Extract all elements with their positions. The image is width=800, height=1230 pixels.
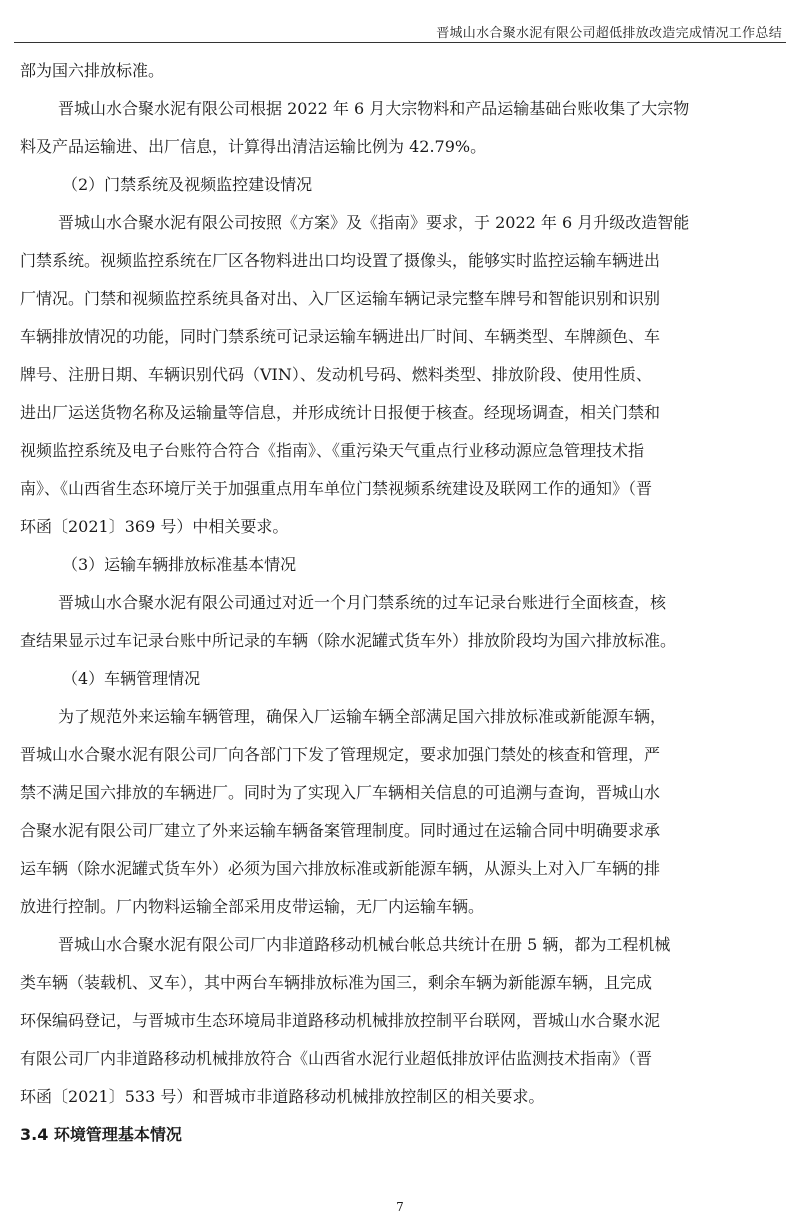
text-line: 部为国六排放标准。	[20, 61, 165, 80]
text-line: 环函〔2021〕369 号）中相关要求。	[20, 517, 289, 536]
document-body	[20, 52, 780, 1154]
subsection-heading: （3）运输车辆排放标准基本情况	[62, 555, 297, 574]
text-line: 禁不满足国六排放的车辆进厂。同时为了实现入厂车辆相关信息的可追溯与查询，晋城山水	[20, 783, 661, 802]
text-line: 晋城山水合聚水泥有限公司通过对近一个月门禁系统的过车记录台账进行全面核查，核	[58, 593, 667, 612]
subsection-heading: （2）门禁系统及视频监控建设情况	[62, 175, 313, 194]
text-line: 为了规范外来运输车辆管理，确保入厂运输车辆全部满足国六排放标准或新能源车辆，	[58, 707, 667, 726]
text-line: 晋城山水合聚水泥有限公司厂向各部门下发了管理规定，要求加强门禁处的核查和管理，严	[20, 745, 661, 764]
header-title: 晋城山水合聚水泥有限公司超低排放改造完成情况工作总结	[436, 26, 782, 41]
text-line: 晋城山水合聚水泥有限公司根据 2022 年 6 月大宗物料和产品运输基础台账收集了大宗物	[58, 99, 690, 118]
page-number: 7	[396, 1200, 404, 1214]
text-line: 南》、《山西省生态环境厅关于加强重点用车单位门禁视频系统建设及联网工作的通知》（晋	[20, 479, 653, 498]
page-header	[14, 0, 786, 43]
text-line: 查结果显示过车记录台账中所记录的车辆（除水泥罐式货车外）排放阶段均为国六排放标准。	[20, 631, 677, 650]
text-line: 进出厂运送货物名称及运输量等信息，并形成统计日报便于核查。经现场调查，相关门禁和	[20, 403, 661, 422]
text-line: 晋城山水合聚水泥有限公司按照《方案》及《指南》要求，于 2022 年 6 月升级改造智能	[58, 213, 690, 232]
text-line: 门禁系统。视频监控系统在厂区各物料进出口均设置了摄像头，能够实时监控运输车辆进出	[20, 251, 661, 270]
text-line: 运车辆（除水泥罐式货车外）必须为国六排放标准或新能源车辆，从源头上对入厂车辆的排	[20, 859, 661, 878]
text-line: 车辆排放情况的功能，同时门禁系统可记录运输车辆进出厂时间、车辆类型、车牌颜色、车	[20, 327, 661, 346]
text-line: 厂情况。门禁和视频监控系统具备对出、入厂区运输车辆记录完整车牌号和智能识别和识别	[20, 289, 661, 308]
subsection-heading: （4）车辆管理情况	[62, 669, 201, 688]
text-line: 料及产品运输进、出厂信息，计算得出清洁运输比例为 42.79%。	[20, 137, 487, 156]
text-line: 合聚水泥有限公司厂建立了外来运输车辆备案管理制度。同时通过在运输合同中明确要求承	[20, 821, 661, 840]
text-line: 类车辆（装载机、叉车），其中两台车辆排放标准为国三，剩余车辆为新能源车辆，且完成	[20, 973, 653, 992]
section-heading: 3.4 环境管理基本情况	[20, 1125, 182, 1144]
text-line: 牌号、注册日期、车辆识别代码（VIN）、发动机号码、燃料类型、排放阶段、使用性质、	[20, 365, 652, 384]
text-line: 视频监控系统及电子台账符合符合《指南》、《重污染天气重点行业移动源应急管理技术指	[20, 441, 645, 460]
text-line: 环函〔2021〕533 号）和晋城市非道路移动机械排放控制区的相关要求。	[20, 1087, 545, 1106]
text-line: 放进行控制。厂内物料运输全部采用皮带运输，无厂内运输车辆。	[20, 897, 485, 916]
text-line: 环保编码登记，与晋城市生态环境局非道路移动机械排放控制平台联网，晋城山水合聚水泥	[20, 1011, 661, 1030]
text-line: 有限公司厂内非道路移动机械排放符合《山西省水泥行业超低排放评估监测技术指南》（晋	[20, 1049, 653, 1068]
text-line: 晋城山水合聚水泥有限公司厂内非道路移动机械台帐总共统计在册 5 辆，都为工程机械	[58, 935, 671, 954]
